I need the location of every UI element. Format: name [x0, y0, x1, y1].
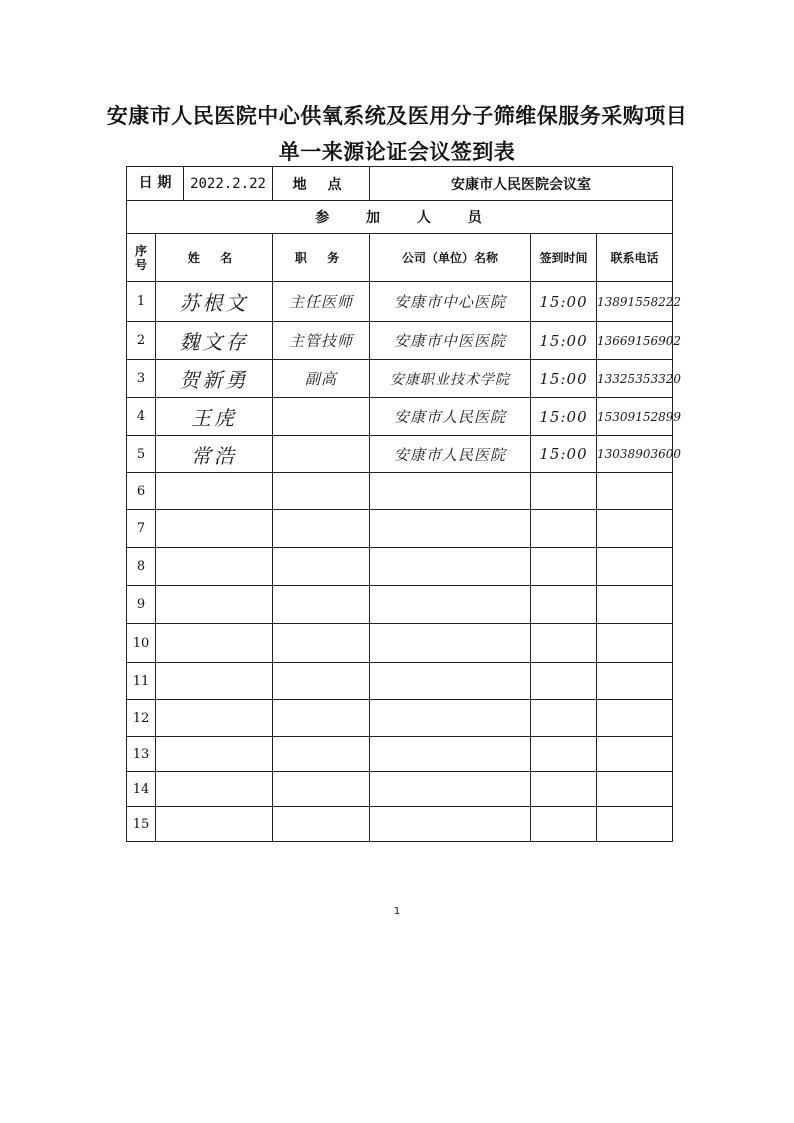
- signature-time: [531, 473, 597, 510]
- signature-phone: 13038903600: [597, 436, 673, 473]
- attendees-header: 参 加 人 员: [127, 201, 673, 234]
- table-row: [127, 807, 673, 842]
- col-header-seq-text: 序号: [134, 243, 147, 272]
- signature-position: [273, 807, 370, 842]
- table-row: [127, 586, 673, 624]
- signature-time: 15:00: [531, 398, 597, 436]
- signature-company: 安康市人民医院: [370, 398, 531, 436]
- signature-company: [370, 548, 531, 586]
- signature-position: [273, 772, 370, 807]
- location-label: 地 点: [273, 167, 370, 201]
- signature-position: [273, 624, 370, 663]
- col-header-seq: [127, 234, 156, 282]
- meeting-info-row: [127, 167, 673, 201]
- signature-phone: [597, 772, 673, 807]
- row-seq: 10: [127, 624, 156, 663]
- signature-phone: [597, 473, 673, 510]
- signature-time: 15:00: [531, 322, 597, 360]
- signature-position: [273, 436, 370, 473]
- document-title: 安康市人民医院中心供氧系统及医用分子筛维保服务采购项目: [106, 104, 688, 128]
- table-row: [127, 398, 673, 436]
- signature-company: [370, 772, 531, 807]
- row-seq: 9: [127, 586, 156, 624]
- col-header-position: 职 务: [273, 234, 370, 282]
- signature-name: [156, 510, 273, 548]
- signature-name: 常浩: [156, 436, 273, 473]
- signature-company: [370, 663, 531, 700]
- signature-phone: 15309152899: [597, 398, 673, 436]
- signature-time: [531, 700, 597, 737]
- signature-time: [531, 772, 597, 807]
- table-row: [127, 510, 673, 548]
- signature-name: [156, 624, 273, 663]
- signature-position: [273, 586, 370, 624]
- table-row: [127, 700, 673, 737]
- signature-time: [531, 548, 597, 586]
- col-header-name: 姓 名: [156, 234, 273, 282]
- signature-position: [273, 398, 370, 436]
- col-header-time: 签到时间: [531, 234, 597, 282]
- signature-name: [156, 586, 273, 624]
- signature-time: [531, 737, 597, 772]
- row-seq: 3: [127, 360, 156, 398]
- row-seq: 12: [127, 700, 156, 737]
- signature-position: [273, 663, 370, 700]
- signature-phone: [597, 510, 673, 548]
- table-row: [127, 360, 673, 398]
- signature-position: [273, 510, 370, 548]
- signature-time: [531, 807, 597, 842]
- signature-time: 15:00: [531, 436, 597, 473]
- signature-name: [156, 473, 273, 510]
- signature-name: [156, 548, 273, 586]
- signature-phone: [597, 807, 673, 842]
- col-header-phone: 联系电话: [597, 234, 673, 282]
- signature-position: [273, 700, 370, 737]
- signature-time: [531, 510, 597, 548]
- table-row: [127, 548, 673, 586]
- signature-position: 主任医师: [273, 282, 370, 322]
- row-seq: 8: [127, 548, 156, 586]
- table-row: [127, 473, 673, 510]
- page-number: 1: [393, 906, 401, 917]
- row-seq: 14: [127, 772, 156, 807]
- location-value: 安康市人民医院会议室: [370, 167, 673, 201]
- signature-phone: [597, 624, 673, 663]
- signature-time: [531, 586, 597, 624]
- sign-in-table: [126, 166, 681, 842]
- signature-position: [273, 737, 370, 772]
- table-row: [127, 282, 673, 322]
- row-seq: 5: [127, 436, 156, 473]
- signature-company: [370, 586, 531, 624]
- signature-name: 王虎: [156, 398, 273, 436]
- signature-company: 安康市中心医院: [370, 282, 531, 322]
- signature-time: 15:00: [531, 282, 597, 322]
- row-seq: 6: [127, 473, 156, 510]
- signature-name: [156, 700, 273, 737]
- signature-company: 安康职业技术学院: [370, 360, 531, 398]
- signature-name: 贺新勇: [156, 360, 273, 398]
- signature-name: 苏根文: [156, 282, 273, 322]
- signature-position: 主管技师: [273, 322, 370, 360]
- signature-phone: [597, 700, 673, 737]
- column-header-row: [127, 234, 673, 282]
- signature-company: [370, 624, 531, 663]
- row-seq: 11: [127, 663, 156, 700]
- signature-name: [156, 772, 273, 807]
- signature-company: [370, 807, 531, 842]
- signature-phone: [597, 663, 673, 700]
- signature-company: [370, 473, 531, 510]
- document-subtitle: 单一来源论证会议签到表: [278, 140, 516, 164]
- signature-position: [273, 473, 370, 510]
- date-cell: [127, 167, 273, 201]
- signature-company: [370, 700, 531, 737]
- row-seq: 13: [127, 737, 156, 772]
- signature-phone: 13325353320: [597, 360, 673, 398]
- signature-company: 安康市中医医院: [370, 322, 531, 360]
- signature-company: [370, 737, 531, 772]
- signature-company: 安康市人民医院: [370, 436, 531, 473]
- signature-name: 魏文存: [156, 322, 273, 360]
- signature-phone: [597, 737, 673, 772]
- date-label: 日 期: [127, 167, 184, 200]
- signature-position: [273, 548, 370, 586]
- signature-position: 副高: [273, 360, 370, 398]
- row-seq: 4: [127, 398, 156, 436]
- date-value: 2022.2.22: [190, 175, 266, 192]
- signature-time: 15:00: [531, 360, 597, 398]
- signature-phone: 13669156902: [597, 322, 673, 360]
- table-row: [127, 436, 673, 473]
- signature-time: [531, 624, 597, 663]
- signature-name: [156, 807, 273, 842]
- signature-name: [156, 737, 273, 772]
- signature-name: [156, 663, 273, 700]
- row-seq: 15: [127, 807, 156, 842]
- signature-company: [370, 510, 531, 548]
- table-row: [127, 737, 673, 772]
- table-row: [127, 772, 673, 807]
- signature-time: [531, 663, 597, 700]
- row-seq: 7: [127, 510, 156, 548]
- row-seq: 2: [127, 322, 156, 360]
- signature-phone: [597, 548, 673, 586]
- table-row: [127, 663, 673, 700]
- attendees-header-row: [127, 201, 673, 234]
- table-row: [127, 322, 673, 360]
- col-header-company: 公司（单位）名称: [370, 234, 531, 282]
- signature-phone: [597, 586, 673, 624]
- signature-phone: 13891558222: [597, 282, 673, 322]
- row-seq: 1: [127, 282, 156, 322]
- table-row: [127, 624, 673, 663]
